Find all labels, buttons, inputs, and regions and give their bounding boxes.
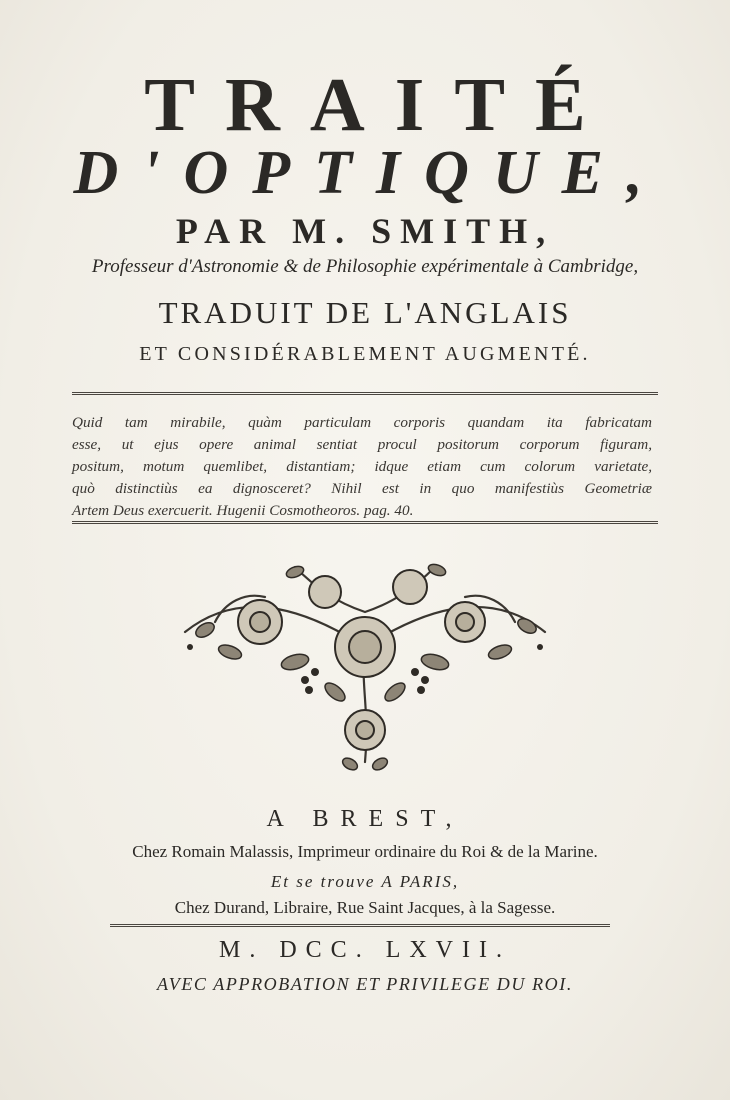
title-line-1: TRAITÉ [144, 63, 616, 147]
epigraph-line: esse, ut ejus opere animal sentiat procul positorum corporum figuram, [72, 436, 652, 453]
epigraph-line: Quid tam mirabile, quàm particulam corporis quandam ita fabricatam [72, 414, 652, 431]
epigraph [72, 412, 652, 522]
bottom-double-rule [110, 924, 610, 927]
augmented-line: ET CONSIDÉRABLEMENT AUGMENTÉ. [139, 343, 591, 365]
middle-double-rule [72, 521, 658, 524]
imprint-bookseller: Chez Durand, Libraire, Rue Saint Jacques, à la Sagesse. [174, 898, 556, 917]
epigraph-line: positum, motum quemlibet, distantiam; idque etiam cum colorum varietate, [72, 458, 652, 475]
epigraph-line: Artem Deus exercuerit. Hugenii Cosmotheoros. pag. 40. [72, 502, 414, 519]
title-line-2: D'OPTIQUE, [73, 139, 667, 207]
imprint-year: M. DCC. LXVII. [219, 937, 511, 963]
translation-line: TRADUIT DE L'ANGLAIS [158, 295, 572, 330]
imprint-printer: Chez Romain Malassis, Imprimeur ordinaire du Roi & de la Marine. [132, 842, 598, 861]
author-role: Professeur d'Astronomie & de Philosophie expérimentale à Cambridge, [91, 256, 639, 277]
epigraph-line: quò distinctiùs ea dignosceret? Nihil est in quo manifestiùs Geometriæ [72, 480, 652, 497]
imprint-privilege: AVEC APPROBATION ET PRIVILEGE DU ROI. [157, 974, 573, 994]
author-line: PAR M. SMITH, [175, 211, 555, 251]
floral-ornament-icon [175, 552, 555, 777]
imprint-also-found: Et se trouve A PARIS, [270, 872, 460, 891]
top-double-rule [72, 392, 658, 395]
imprint-city: A BREST, [266, 806, 464, 832]
